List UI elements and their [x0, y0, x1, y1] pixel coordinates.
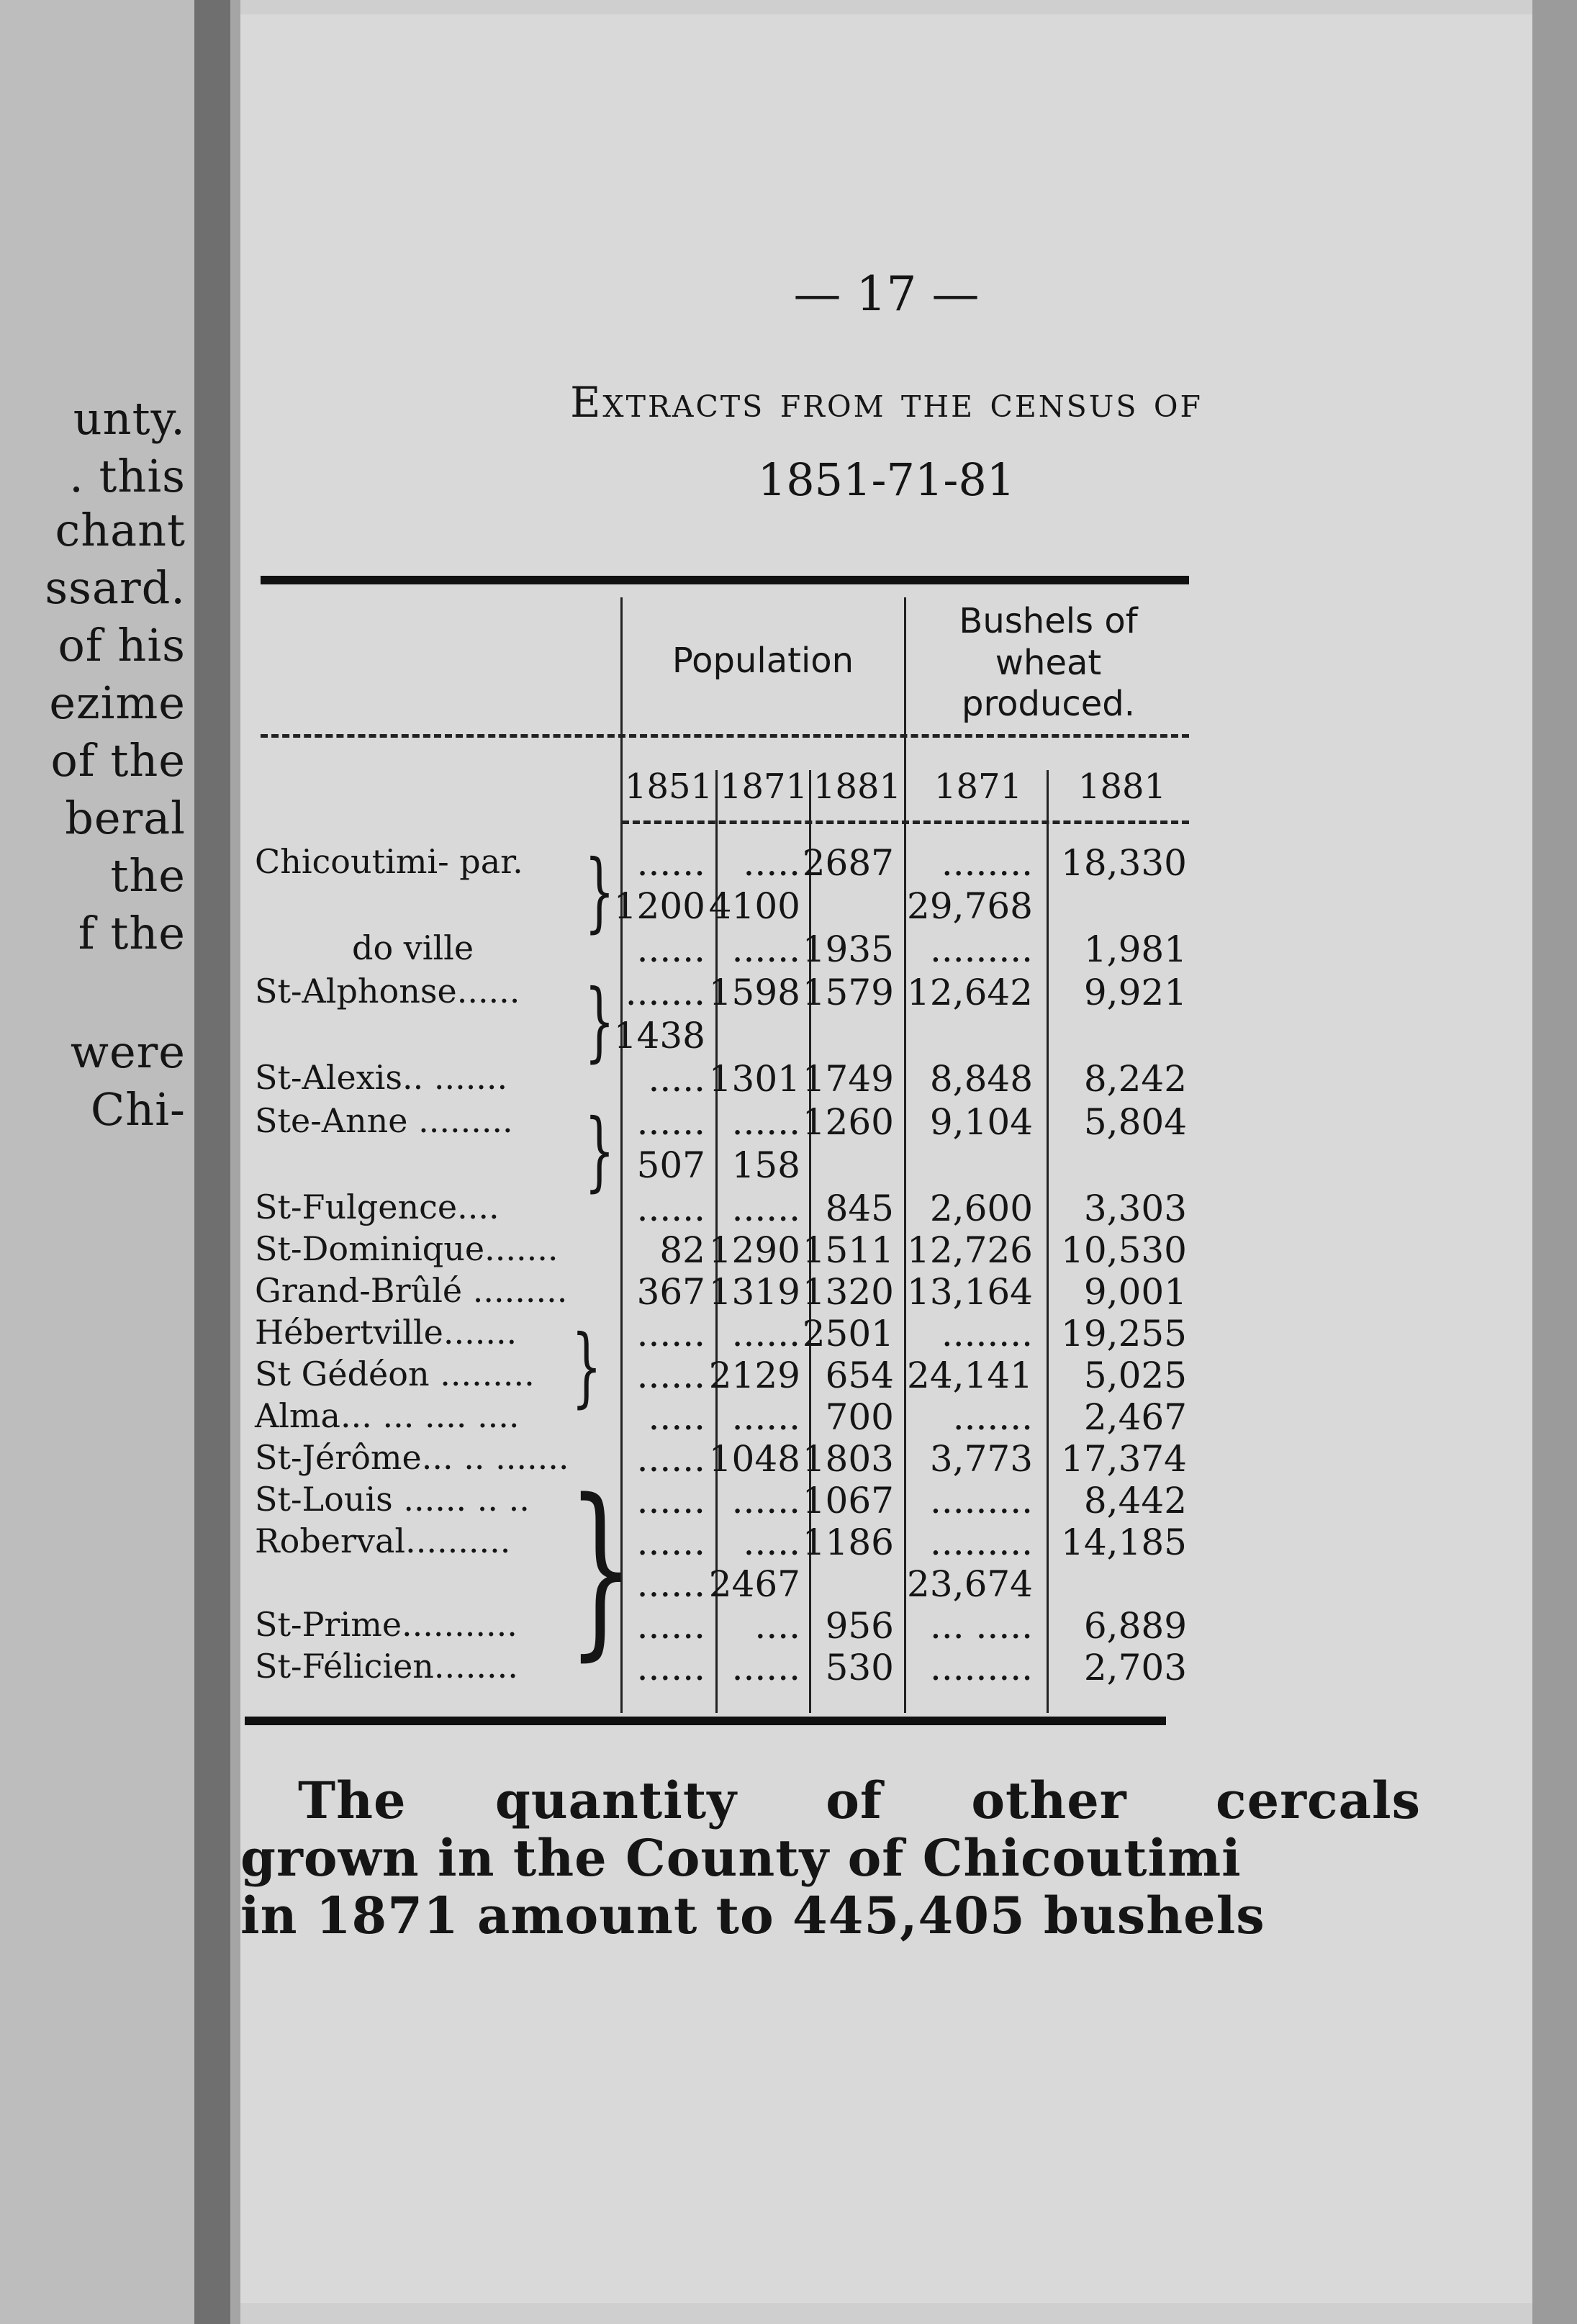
cell: ......: [636, 1438, 705, 1480]
place-name: Alma... ... .... ....: [255, 1396, 520, 1435]
page-edge: [1532, 0, 1577, 2324]
cell: 8,242: [1083, 1058, 1187, 1100]
cell: ......: [636, 1355, 705, 1396]
year-wheat-1871: 1871: [934, 767, 1023, 807]
cell: ........: [941, 1313, 1033, 1355]
table-bottom-rule: [245, 1717, 1166, 1725]
cell: 1438: [613, 1015, 705, 1057]
book-spine: [194, 0, 230, 2324]
paragraph-line: in 1871 amount to 445,405 bushels: [240, 1886, 1265, 1945]
table-top-rule: [261, 576, 1189, 584]
cell: 3,773: [929, 1438, 1033, 1480]
cell: 1290: [708, 1229, 800, 1271]
place-name: St-Jérôme... .. .......: [255, 1438, 569, 1477]
cell: ......: [731, 1188, 800, 1229]
cell: 82: [659, 1229, 705, 1271]
cell: 9,001: [1083, 1271, 1187, 1313]
cell: 29,768: [907, 885, 1033, 927]
cell: 9,104: [929, 1101, 1033, 1143]
cell: 18,330: [1061, 842, 1187, 884]
cell: ......: [636, 842, 705, 884]
place-name: Hébertville.......: [255, 1313, 518, 1352]
place-name: St-Alphonse......: [255, 972, 520, 1010]
cell: ......: [636, 928, 705, 970]
cell: .........: [929, 1522, 1033, 1563]
left-page-line: chant: [55, 504, 186, 556]
cell: 9,921: [1083, 972, 1187, 1013]
cell: 700: [825, 1396, 894, 1438]
header-divider: [261, 734, 1189, 741]
cell: 507: [636, 1144, 705, 1186]
cell: 845: [825, 1188, 894, 1229]
group-brace: }: [584, 972, 615, 1072]
group-brace: }: [584, 842, 615, 942]
cell: ........: [941, 842, 1033, 884]
cell: ......: [636, 1563, 705, 1605]
cell: ......: [636, 1188, 705, 1229]
cell: .........: [929, 1647, 1033, 1688]
header-bushels-line1: Bushels of: [959, 601, 1138, 641]
cell: 2,600: [929, 1188, 1033, 1229]
cell: 6,889: [1083, 1605, 1187, 1647]
cell: 2,703: [1083, 1647, 1187, 1688]
cell: .........: [929, 928, 1033, 970]
cell: 1579: [802, 972, 894, 1013]
cell: 2687: [802, 842, 894, 884]
place-name: St-Dominique.......: [255, 1229, 559, 1268]
cell: 1067: [802, 1480, 894, 1522]
group-brace: }: [568, 1460, 633, 1678]
place-name: Chicoutimi- par.: [255, 842, 523, 881]
cell: ......: [636, 1605, 705, 1647]
left-page-line: . this: [69, 450, 186, 502]
cell: 12,642: [907, 972, 1033, 1013]
left-page-line: were: [70, 1026, 186, 1078]
place-name: Ste-Anne .........: [255, 1101, 513, 1140]
year-wheat-1881: 1881: [1077, 767, 1167, 807]
cell: ......: [731, 1396, 800, 1438]
cell: ......: [731, 1101, 800, 1143]
cell: 1048: [708, 1438, 800, 1480]
cell: 2501: [802, 1313, 894, 1355]
title-years: 1851-71-81: [757, 453, 1016, 506]
place-name: Roberval..........: [255, 1522, 511, 1560]
column-divider: [1047, 770, 1049, 1713]
cell: .......: [952, 1396, 1033, 1438]
place-name: St-Prime...........: [255, 1605, 518, 1644]
left-page-fragment: [0, 0, 194, 2324]
left-page-line: f the: [78, 907, 186, 959]
cell: ......: [731, 1313, 800, 1355]
year-1851: 1851: [624, 767, 713, 807]
cell: 4100: [708, 885, 800, 927]
cell: 3,303: [1083, 1188, 1187, 1229]
left-page-line: ezime: [49, 677, 186, 729]
cell: 956: [825, 1605, 894, 1647]
cell: ......: [731, 928, 800, 970]
cell: 654: [825, 1355, 894, 1396]
page-number: — 17 —: [793, 266, 980, 322]
cell: 367: [636, 1271, 705, 1313]
year-1871: 1871: [719, 767, 808, 807]
cell: ... .....: [929, 1605, 1033, 1647]
cell: ......: [731, 1647, 800, 1688]
cell: 1749: [802, 1058, 894, 1100]
header-bushels-line3: produced.: [961, 684, 1136, 724]
cell: 1260: [802, 1101, 894, 1143]
place-name: St-Fulgence....: [255, 1188, 500, 1226]
cell: 17,374: [1061, 1438, 1187, 1480]
place-name: St-Félicien........: [255, 1647, 518, 1686]
left-page-line: Chi-: [90, 1083, 186, 1136]
cell: 13,164: [907, 1271, 1033, 1313]
cell: 14,185: [1061, 1522, 1187, 1563]
cell: .........: [929, 1480, 1033, 1522]
cell: ......: [636, 1313, 705, 1355]
cell: 19,255: [1061, 1313, 1187, 1355]
cell: 10,530: [1061, 1229, 1187, 1271]
cell: 12,726: [907, 1229, 1033, 1271]
left-page-line: unty.: [73, 392, 186, 445]
group-brace: }: [584, 1101, 615, 1201]
left-page-line: beral: [65, 792, 186, 844]
cell: 1511: [802, 1229, 894, 1271]
cell: ......: [636, 1522, 705, 1563]
cell: 8,442: [1083, 1480, 1187, 1522]
cell: ......: [636, 1101, 705, 1143]
cell: 2129: [708, 1355, 800, 1396]
left-page-line: of his: [58, 619, 186, 672]
cell: 1186: [802, 1522, 894, 1563]
header-bushels-line2: wheat: [995, 643, 1102, 683]
document-page: [240, 14, 1532, 2303]
cell: 2,467: [1083, 1396, 1187, 1438]
cell: .....: [743, 1522, 800, 1563]
place-name: St-Louis ...... .. ..: [255, 1480, 530, 1519]
cell: .....: [743, 842, 800, 884]
cell: 1598: [708, 972, 800, 1013]
cell: 1200: [613, 885, 705, 927]
cell: 1,981: [1083, 928, 1187, 970]
cell: .......: [625, 972, 705, 1013]
cell: .....: [648, 1058, 705, 1100]
column-divider: [904, 597, 906, 1713]
cell: 1301: [708, 1058, 800, 1100]
left-page-line: the: [110, 849, 186, 902]
cell: ......: [731, 1480, 800, 1522]
cell: ......: [636, 1647, 705, 1688]
group-brace: }: [571, 1317, 602, 1417]
page-title: Extracts from the census of: [570, 378, 1203, 427]
cell: 5,025: [1083, 1355, 1187, 1396]
cell: .....: [648, 1396, 705, 1438]
cell: 23,674: [907, 1563, 1033, 1605]
paragraph-line: The quantity of other cercals: [298, 1771, 1421, 1830]
paragraph-line: grown in the County of Chicoutimi: [240, 1828, 1242, 1888]
cell: 1803: [802, 1438, 894, 1480]
place-name: St Gédéon .........: [255, 1355, 535, 1393]
cell: 1935: [802, 928, 894, 970]
cell: 24,141: [907, 1355, 1033, 1396]
place-name: do ville: [352, 928, 474, 967]
cell: 8,848: [929, 1058, 1033, 1100]
place-name: Grand-Brûlé .........: [255, 1271, 568, 1310]
cell: 2467: [708, 1563, 800, 1605]
cell: 5,804: [1083, 1101, 1187, 1143]
left-page-line: ssard.: [45, 561, 186, 614]
place-name: St-Alexis.. .......: [255, 1058, 508, 1097]
year-1881: 1881: [813, 767, 902, 807]
cell: 158: [731, 1144, 800, 1186]
left-page-line: of the: [50, 734, 186, 787]
cell: ......: [636, 1480, 705, 1522]
cell: 1319: [708, 1271, 800, 1313]
book-spine-edge: [230, 0, 240, 2324]
cell: ....: [754, 1605, 800, 1647]
cell: 530: [825, 1647, 894, 1688]
header-population: Population: [672, 641, 854, 681]
cell: 1320: [802, 1271, 894, 1313]
